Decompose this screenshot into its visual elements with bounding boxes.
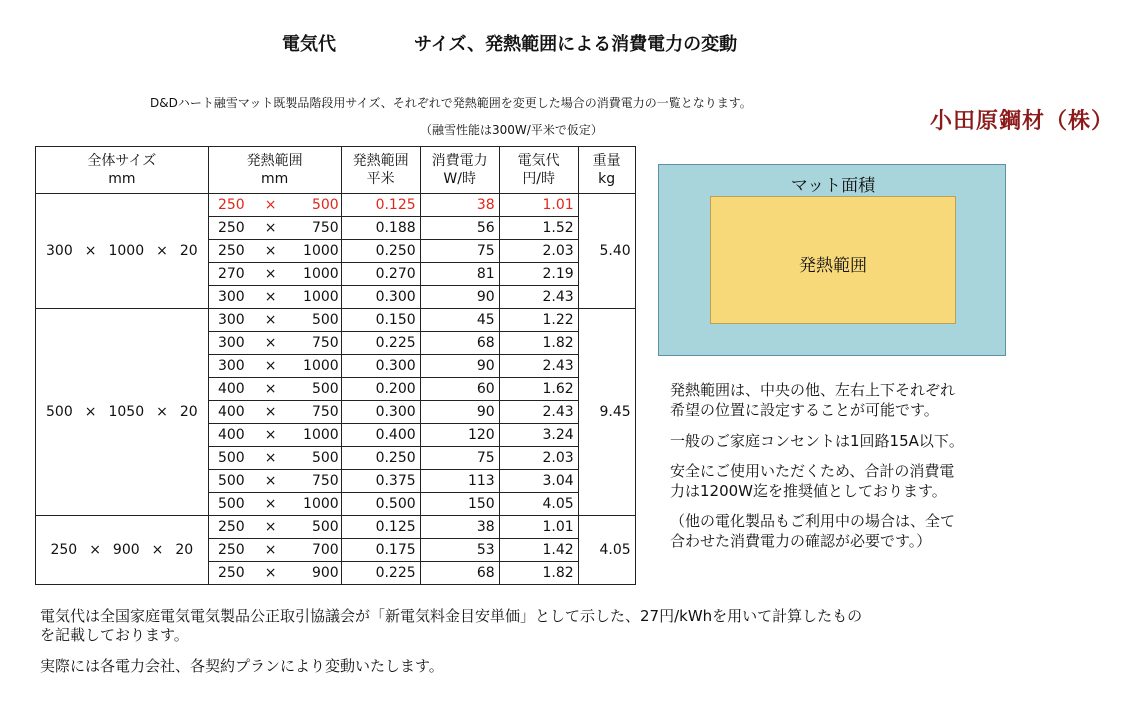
area-cell: 0.225 — [341, 332, 420, 355]
table-row — [36, 516, 636, 539]
note-line: 発熱範囲は、中央の他、左右上下それぞれ — [670, 381, 956, 399]
area-cell: 0.300 — [341, 355, 420, 378]
heat-range-cell: 400 × 750 — [208, 401, 341, 424]
header-total-size: 全体サイズ mm — [36, 147, 209, 194]
heat-range-cell: 250 × 900 — [208, 562, 341, 585]
cost-cell: 1.62 — [499, 378, 578, 401]
table-body — [36, 194, 636, 585]
note-line: （他の電化製品もご利用中の場合は、全て — [670, 512, 956, 530]
heat-range-cell: 500 × 1000 — [208, 493, 341, 516]
heat-range-cell: 300 × 750 — [208, 332, 341, 355]
table-row — [36, 194, 636, 217]
intro-text: D&Dハート融雪マット既製品階段用サイズ、それぞれで発熱範囲を変更した場合の消費電力の一覧となります。 — [150, 96, 752, 110]
power-cell: 45 — [420, 309, 499, 332]
cost-cell: 1.82 — [499, 332, 578, 355]
power-cell: 90 — [420, 355, 499, 378]
area-cell: 0.200 — [341, 378, 420, 401]
heat-range-cell: 250 × 1000 — [208, 240, 341, 263]
weight-cell: 4.05 — [578, 516, 635, 585]
area-cell: 0.500 — [341, 493, 420, 516]
intro-assumption: （融雪性能は300W/平米で仮定） — [420, 123, 603, 137]
heat-area-box — [710, 196, 956, 324]
header-cost: 電気代 円/時 — [499, 147, 578, 194]
note-line: 希望の位置に設定することが可能です。 — [670, 401, 939, 419]
heat-range-cell: 250 × 500 — [208, 516, 341, 539]
cost-cell: 1.01 — [499, 194, 578, 217]
area-cell: 0.125 — [341, 194, 420, 217]
area-cell: 0.188 — [341, 217, 420, 240]
power-cell: 68 — [420, 562, 499, 585]
power-cell: 56 — [420, 217, 499, 240]
cost-cell: 2.03 — [499, 240, 578, 263]
cost-cell: 3.04 — [499, 470, 578, 493]
page-title-right: サイズ、発熱範囲による消費電力の変動 — [414, 34, 738, 55]
area-cell: 0.270 — [341, 263, 420, 286]
total-size-cell: 500 × 1050 × 20 — [36, 309, 209, 516]
cost-cell: 3.24 — [499, 424, 578, 447]
note-recommended — [670, 461, 1010, 501]
area-cell: 0.375 — [341, 470, 420, 493]
power-cell: 60 — [420, 378, 499, 401]
cost-cell: 1.52 — [499, 217, 578, 240]
heat-range-cell: 400 × 1000 — [208, 424, 341, 447]
note-heat-position — [670, 380, 1010, 420]
page-title-left: 電気代 — [282, 34, 336, 55]
note-line: 安全にご使用いただくため、合計の消費電 — [670, 462, 955, 480]
area-cell: 0.300 — [341, 286, 420, 309]
cost-cell: 2.19 — [499, 263, 578, 286]
heat-range-cell: 250 × 750 — [208, 217, 341, 240]
heat-range-cell: 300 × 1000 — [208, 355, 341, 378]
cost-cell: 1.22 — [499, 309, 578, 332]
area-cell: 0.400 — [341, 424, 420, 447]
area-cell: 0.225 — [341, 562, 420, 585]
power-cell: 53 — [420, 539, 499, 562]
heat-range-cell: 500 × 750 — [208, 470, 341, 493]
heat-range-cell: 300 × 1000 — [208, 286, 341, 309]
area-cell: 0.150 — [341, 309, 420, 332]
heat-area-label: 発熱範囲 — [799, 256, 867, 276]
weight-cell: 5.40 — [578, 194, 635, 309]
power-cell: 38 — [420, 516, 499, 539]
area-cell: 0.175 — [341, 539, 420, 562]
cost-cell: 4.05 — [499, 493, 578, 516]
mat-diagram — [658, 164, 1006, 356]
company-name: 小田原鋼材（株） — [930, 109, 1115, 134]
power-cell: 113 — [420, 470, 499, 493]
area-cell: 0.300 — [341, 401, 420, 424]
cost-cell: 1.42 — [499, 539, 578, 562]
cost-cell: 2.43 — [499, 401, 578, 424]
header-weight: 重量 kg — [578, 147, 635, 194]
power-cell: 75 — [420, 240, 499, 263]
cost-cell: 2.43 — [499, 286, 578, 309]
heat-range-cell: 400 × 500 — [208, 378, 341, 401]
heat-range-cell: 300 × 500 — [208, 309, 341, 332]
table-row — [36, 309, 636, 332]
area-cell: 0.250 — [341, 447, 420, 470]
weight-cell: 9.45 — [578, 309, 635, 516]
footer-line: を記載しております。 — [40, 626, 189, 644]
power-cell: 120 — [420, 424, 499, 447]
cost-cell: 1.01 — [499, 516, 578, 539]
total-size-cell: 300 × 1000 × 20 — [36, 194, 209, 309]
power-cell: 75 — [420, 447, 499, 470]
header-heat-range: 発熱範囲 mm — [208, 147, 341, 194]
heat-range-cell: 250 × 500 — [208, 194, 341, 217]
power-cell: 68 — [420, 332, 499, 355]
heat-range-cell: 270 × 1000 — [208, 263, 341, 286]
note-other-appliances — [670, 511, 1010, 551]
power-cell: 38 — [420, 194, 499, 217]
heat-range-cell: 500 × 500 — [208, 447, 341, 470]
heat-range-cell: 250 × 700 — [208, 539, 341, 562]
cost-cell: 1.82 — [499, 562, 578, 585]
power-cell: 90 — [420, 286, 499, 309]
note-line: 合わせた消費電力の確認が必要です。） — [670, 532, 932, 550]
total-size-cell: 250 × 900 × 20 — [36, 516, 209, 585]
note-line: 力は1200W迄を推奨値としております。 — [670, 482, 947, 500]
cost-cell: 2.43 — [499, 355, 578, 378]
area-cell: 0.125 — [341, 516, 420, 539]
power-consumption-table — [35, 146, 636, 585]
header-power: 消費電力 W/時 — [420, 147, 499, 194]
mat-area-label: マット面積 — [790, 176, 876, 196]
footer-line: 電気代は全国家庭電気電気製品公正取引協議会が「新電気料金目安単価」として示した、27円/kWhを用いて計算したもの — [40, 607, 863, 625]
power-cell: 150 — [420, 493, 499, 516]
area-cell: 0.250 — [341, 240, 420, 263]
cost-cell: 2.03 — [499, 447, 578, 470]
power-cell: 81 — [420, 263, 499, 286]
footer-calculation-note — [40, 607, 1020, 645]
footer-variation-note: 実際には各電力会社、各契約プランにより変動いたします。 — [40, 657, 444, 675]
header-area: 発熱範囲 平米 — [341, 147, 420, 194]
note-outlet: 一般のご家庭コンセントは1回路15A以下。 — [670, 432, 964, 450]
power-cell: 90 — [420, 401, 499, 424]
table-header-row — [36, 147, 636, 194]
